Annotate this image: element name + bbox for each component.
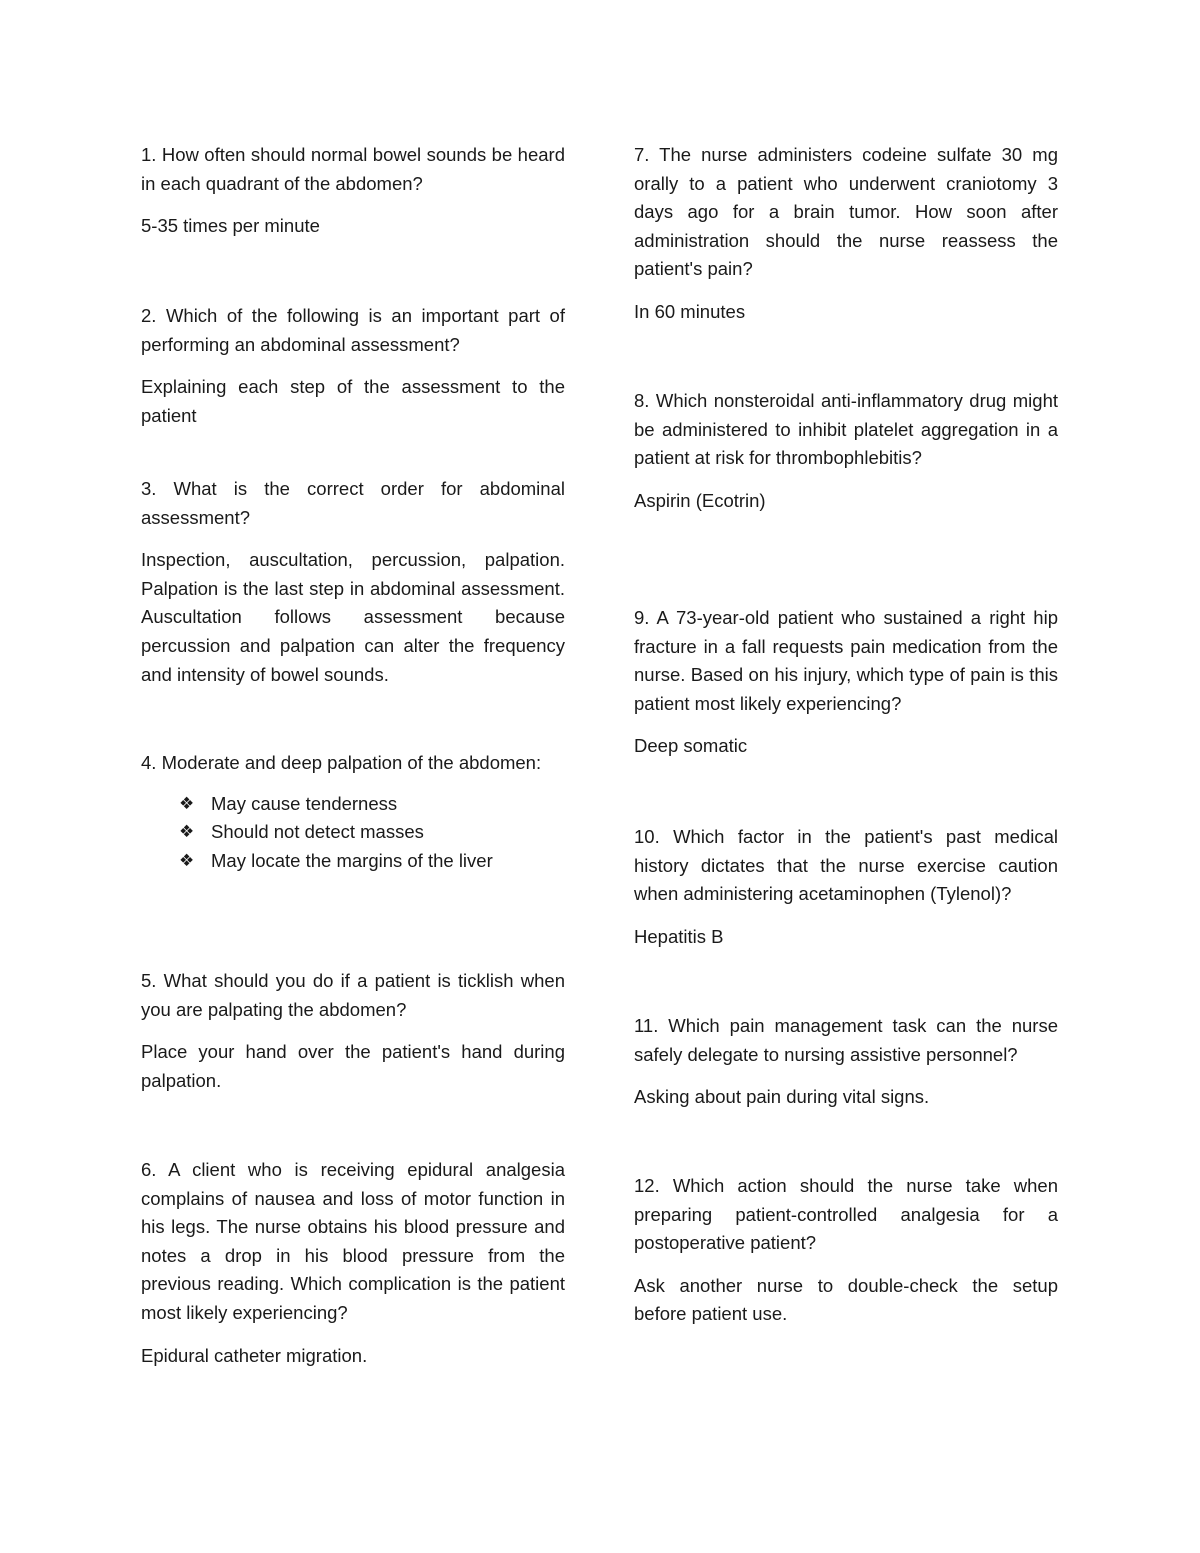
list-item: [179, 818, 565, 847]
question-3: 3. What is the correct order for abdominal assessment?: [141, 478, 565, 528]
qa-item-9: [634, 604, 1058, 761]
diamond-bullet-icon: ❖: [179, 822, 195, 842]
qa-item-12: [634, 1172, 1058, 1329]
qa-item-3: [141, 475, 565, 689]
answer-7: In 60 minutes: [634, 300, 746, 322]
answer-6: Epidural catheter migration.: [141, 1344, 368, 1366]
question-2: 2. Which of the following is an important part of performing an abdominal assessment?: [141, 305, 565, 355]
qa-item-4: [141, 749, 565, 875]
answer-1: 5-35 times per minute: [141, 215, 320, 237]
question-8: 8. Which nonsteroidal anti-inflammatory drug might be administered to inhibit platelet aggregation in a patient at risk for thrombophlebitis?: [634, 390, 1058, 469]
question-7: 7. The nurse administers codeine sulfate 30 mg orally to a patient who underwent craniotomy 3 days ago for a brain tumor. How soon after administration should the nurse reassess the patient's pain?: [634, 144, 1058, 280]
answer-8: Aspirin (Ecotrin): [634, 489, 766, 511]
answer-2: Explaining each step of the assessment to the patient: [141, 376, 565, 426]
question-6: 6. A client who is receiving epidural analgesia complains of nausea and loss of motor function in his legs. The nurse obtains his blood pressure and notes a drop in his blood pressure from the previous reading. Which complication is the patient most likely experiencing?: [141, 1159, 565, 1323]
question-10: 10. Which factor in the patient's past medical history dictates that the nurse exercise caution when administering acetaminophen (Tylenol)?: [634, 826, 1058, 905]
qa-item-6: [141, 1156, 565, 1370]
answer-9: Deep somatic: [634, 735, 748, 757]
bullet-text: May locate the margins of the liver: [211, 849, 493, 871]
qa-item-5: [141, 967, 565, 1095]
qa-item-10: [634, 823, 1058, 951]
question-12: 12. Which action should the nurse take when preparing patient-controlled analgesia for a postoperative patient?: [634, 1175, 1058, 1254]
diamond-bullet-icon: ❖: [179, 793, 195, 813]
question-5: 5. What should you do if a patient is ticklish when you are palpating the abdomen?: [141, 970, 565, 1020]
diamond-bullet-icon: ❖: [179, 850, 195, 870]
qa-item-11: [634, 1012, 1058, 1112]
qa-item-2: [141, 302, 565, 430]
bullet-text: Should not detect masses: [211, 821, 424, 843]
bullet-list: [141, 790, 565, 876]
answer-3: Inspection, auscultation, percussion, palpation. Palpation is the last step in abdominal assessment. Auscultation follows assessment because percussion and palpation can alter the frequency and intensity of bowel sounds.: [141, 549, 565, 685]
qa-item-7: [634, 141, 1058, 327]
answer-12: Ask another nurse to double-check the setup before patient use.: [634, 1274, 1058, 1325]
question-4: 4. Moderate and deep palpation of the abdomen:: [141, 752, 542, 773]
answer-11: Asking about pain during vital signs.: [634, 1086, 930, 1108]
question-1: 1. How often should normal bowel sounds be heard in each quadrant of the abdomen?: [141, 144, 565, 194]
answer-5: Place your hand over the patient's hand during palpation.: [141, 1041, 565, 1091]
answer-10: Hepatitis B: [634, 925, 724, 947]
qa-item-8: [634, 387, 1058, 515]
question-9: 9. A 73-year-old patient who sustained a right hip fracture in a fall requests pain medication from the nurse. Based on his injury, which type of pain is this patient most likely experiencing?: [634, 607, 1058, 714]
question-11: 11. Which pain management task can the nurse safely delegate to nursing assistive personnel?: [634, 1015, 1058, 1065]
qa-item-1: [141, 141, 565, 241]
list-item: [179, 790, 565, 819]
bullet-text: May cause tenderness: [211, 792, 398, 814]
list-item: [179, 847, 565, 876]
